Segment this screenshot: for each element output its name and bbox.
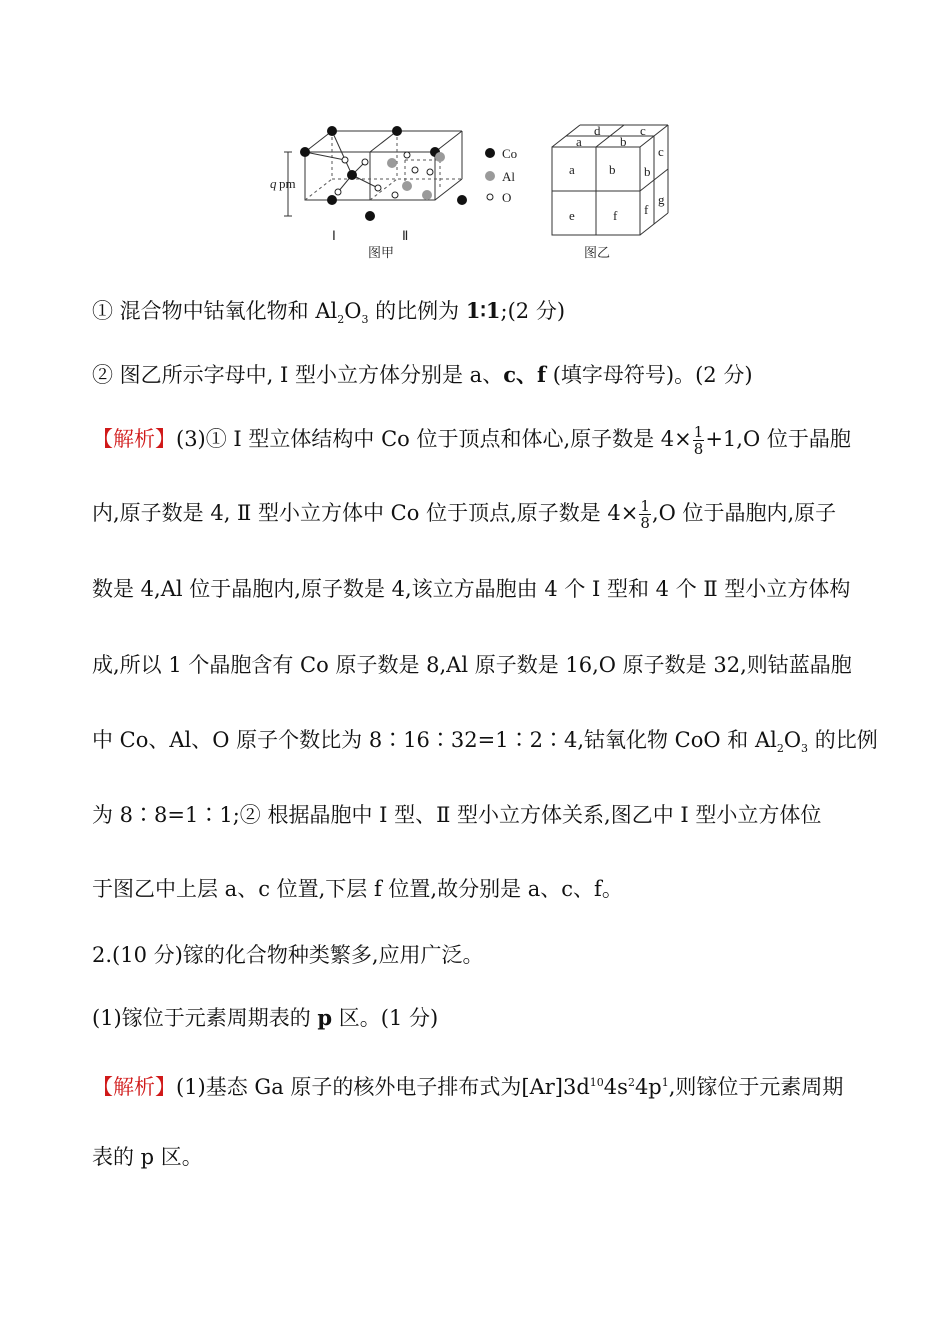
frac-den: 8 [640, 514, 650, 532]
analysis2-l1b: ,则镓位于元素周期 [668, 1075, 844, 1099]
p2-q1-answer: p [317, 1005, 333, 1030]
analysis1-l5b: 的比例 [808, 728, 878, 752]
q1-text1: ① 混合物中钴氧化物和 Al [92, 299, 338, 323]
figure-jia-cubes [305, 131, 462, 200]
frac-den: 8 [693, 440, 704, 458]
caption-right: 图乙 [584, 245, 611, 260]
legend-al: Al [502, 169, 515, 184]
analysis-tag: 【解析】 [92, 1075, 176, 1099]
q1-text2: 的比例为 [368, 299, 466, 323]
sup2: 2 [627, 1076, 635, 1089]
analysis1-line3: 数是 4,Al 位于晶胞内,原子数是 4,该立方晶胞由 4 个 Ⅰ 型和 4 个 Ⅱ 型小立方体构 [92, 577, 851, 601]
s4: 4s [603, 1075, 628, 1099]
question-2 [92, 360, 872, 390]
analysis2-l1a: (1)基态 Ga 原子的核外电子排布式为[Ar]3d [176, 1075, 590, 1099]
analysis1-l5a: 中 Co、Al、O 原子个数比为 8∶16∶32=1∶2∶4,钴氧化物 CoO 和 Al [92, 728, 777, 752]
side-letter-g: g [658, 192, 665, 207]
question-1 [92, 296, 872, 335]
frac-num: 1 [640, 497, 650, 515]
front-letter-f: f [613, 208, 618, 223]
side-letter-b: b [644, 164, 651, 179]
crystal-diagram [270, 120, 690, 270]
sup10: 10 [589, 1076, 604, 1089]
legend-co: Co [502, 146, 518, 161]
q2-text2: (填字母符号)。(2 分) [546, 363, 753, 387]
q2-text1: ② 图乙所示字母中, Ⅰ 型小立方体分别是 a、 [92, 363, 504, 387]
top-letter-c: c [640, 123, 646, 138]
analysis1-line6: 为 8∶8=1∶1;② 根据晶胞中 Ⅰ 型、Ⅱ 型小立方体关系,图乙中 Ⅰ 型小立方体位 [92, 803, 822, 827]
p2-q1a: (1)镓位于元素周期表的 [92, 1006, 318, 1030]
analysis1-l1b: +1,O 位于晶胞 [705, 427, 851, 451]
p4: 4p [634, 1075, 662, 1099]
caption-left: 图甲 [368, 245, 395, 260]
q1-text3: ;(2 分) [500, 299, 566, 323]
q1-sub3: 3 [361, 313, 369, 327]
sub3: 3 [801, 742, 809, 756]
type1-label: Ⅰ [332, 228, 336, 243]
q1-answer: 1∶1 [465, 298, 501, 323]
front-letter-e: e [569, 208, 575, 223]
fraction-one-eighth [639, 498, 651, 531]
analysis1-line2 [92, 498, 872, 531]
analysis1-l2a: 内,原子数是 4, Ⅱ 型小立方体中 Co 位于顶点,原子数是 4× [92, 501, 639, 525]
side-letter-c: c [658, 144, 664, 159]
front-letter-a: a [569, 162, 575, 177]
analysis1-line5 [92, 725, 878, 764]
problem2-q1 [92, 1003, 872, 1033]
top-letter-b: b [620, 134, 627, 149]
p2-q1b: 区。(1 分) [332, 1006, 439, 1030]
front-letter-b: b [609, 162, 616, 177]
crystal-figure [270, 120, 690, 270]
analysis1-line4: 成,所以 1 个晶胞含有 Co 原子数是 8,Al 原子数是 16,O 原子数是 32,则钴蓝晶胞 [92, 653, 852, 677]
analysis1-line1 [92, 424, 872, 457]
problem2-title: 2.(10 分)镓的化合物种类繁多,应用广泛。 [92, 943, 484, 967]
q1-sub2: 2 [337, 313, 345, 327]
analysis2-line1 [92, 1068, 872, 1102]
top-letter-d: d [594, 123, 601, 138]
analysis1-l1a: (3)① Ⅰ 型立体结构中 Co 位于顶点和体心,原子数是 4× [176, 427, 692, 451]
analysis1-line7: 于图乙中上层 a、c 位置,下层 f 位置,故分别是 a、c、f。 [92, 877, 623, 901]
type2-label: Ⅱ [402, 228, 409, 243]
pm-label: pm [279, 176, 296, 191]
q-label: q [270, 176, 277, 191]
analysis1-l2b: ,O 位于晶胞内,原子 [651, 501, 837, 525]
frac-num: 1 [693, 423, 704, 441]
fraction-one-eighth [693, 424, 705, 457]
q1-o: O [344, 299, 362, 323]
sup1: 1 [661, 1076, 669, 1089]
top-letter-a: a [576, 134, 582, 149]
sub2: 2 [776, 742, 784, 756]
analysis2-line2: 表的 p 区。 [92, 1145, 203, 1169]
analysis-tag: 【解析】 [92, 427, 176, 451]
side-letter-f: f [644, 202, 649, 217]
legend-o: O [502, 190, 512, 205]
q2-answer: c、f [503, 362, 547, 387]
o-symbol: O [783, 728, 802, 752]
